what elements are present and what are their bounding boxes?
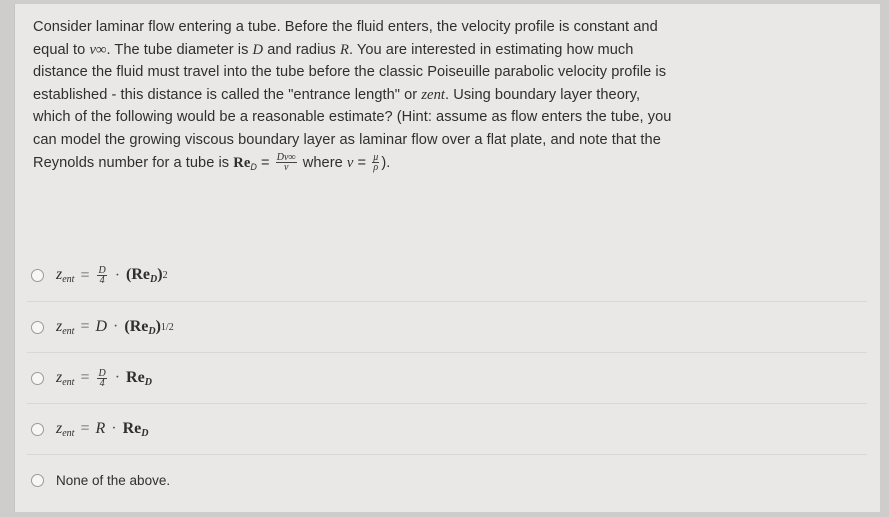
eq-Re: Re xyxy=(126,368,145,386)
fraction-denominator: 4 xyxy=(99,275,105,286)
option-d-equation xyxy=(56,420,148,439)
option-c-equation xyxy=(56,369,152,388)
eq-paren: ) xyxy=(155,317,161,335)
dot-operator: · xyxy=(114,266,121,284)
question-card xyxy=(14,4,880,512)
radio-button-e[interactable] xyxy=(31,474,44,487)
equals-sign: = xyxy=(80,266,90,284)
eq-exponent: 2 xyxy=(162,270,168,281)
option-d[interactable] xyxy=(27,403,867,454)
eq-lhs xyxy=(56,420,74,439)
fraction-numerator: D xyxy=(98,265,106,276)
option-b[interactable] xyxy=(27,301,867,352)
fraction-denominator: ν xyxy=(283,162,289,174)
eq-paren: ) xyxy=(157,266,163,283)
equals-sign: = xyxy=(80,318,90,335)
eq-z-sub: ent xyxy=(62,325,75,337)
fraction-Dv-over-nu xyxy=(276,153,297,172)
eq-Re: Re xyxy=(122,419,142,437)
eq-rhs xyxy=(123,420,149,439)
dot-operator: · xyxy=(114,369,121,386)
text-segment: established - this distance is called the "entrance length" or xyxy=(33,86,422,103)
eq-Re-sub: D xyxy=(141,427,149,439)
option-b-equation xyxy=(56,318,174,337)
dot-operator: · xyxy=(111,420,117,437)
question-line-2 xyxy=(33,39,863,62)
math-R: R xyxy=(340,41,349,58)
text-segment: = xyxy=(256,154,274,171)
math-Re: Re xyxy=(233,154,251,171)
option-e-label: None of the above. xyxy=(56,472,171,488)
eq-Re-sub: D xyxy=(150,274,158,285)
eq-lhs xyxy=(56,369,74,388)
text-segment: . Using boundary layer theory, xyxy=(445,86,641,103)
answer-options xyxy=(27,250,867,505)
text-segment: equal to xyxy=(33,41,90,58)
fraction-numerator: Dv∞ xyxy=(276,152,296,164)
eq-z: z xyxy=(56,317,63,335)
text-segment: . You are interested in estimating how much xyxy=(348,41,634,58)
question-line-3: distance the fluid must travel into the tube before the classic Poiseuille parabolic velocity profile is xyxy=(33,64,667,81)
fraction-numerator: μ xyxy=(373,152,379,164)
math-D: D xyxy=(252,41,264,58)
fraction-denominator: 4 xyxy=(99,377,105,389)
math-nu: ν xyxy=(346,154,354,171)
question-line-4 xyxy=(33,84,863,107)
fraction-D-over-4 xyxy=(97,369,106,388)
radio-button-a[interactable] xyxy=(31,269,44,282)
fraction-mu-over-rho xyxy=(372,153,379,172)
eq-z-sub: ent xyxy=(62,427,75,439)
option-a[interactable] xyxy=(27,250,867,301)
eq-rhs xyxy=(126,266,163,285)
radio-button-d[interactable] xyxy=(31,423,44,436)
option-a-equation xyxy=(56,266,168,285)
question-line-1: Consider laminar flow entering a tube. Before the fluid enters, the velocity profile is constant and xyxy=(33,19,658,35)
question-line-6: can model the growing viscous boundary layer as laminar flow over a flat plate, and note that the xyxy=(33,131,661,148)
eq-exponent: 1/2 xyxy=(160,321,174,333)
dot-operator: · xyxy=(113,318,119,335)
eq-z-sub: ent xyxy=(62,376,75,388)
eq-z: z xyxy=(56,419,63,437)
math-z-ent: zent xyxy=(421,86,446,103)
equals-sign: = xyxy=(80,369,90,386)
question-line-5: which of the following would be a reasonable estimate? (Hint: assume as flow enters the tube, you xyxy=(33,109,672,126)
text-segment: Reynolds number for a tube is xyxy=(33,154,234,171)
eq-z: z xyxy=(56,266,63,283)
text-segment: ). xyxy=(381,154,391,171)
eq-rhs xyxy=(124,318,161,337)
text-segment: . The tube diameter is xyxy=(106,41,253,58)
text-segment: where xyxy=(298,154,347,171)
math-Re-subscript: D xyxy=(250,161,257,172)
question-text xyxy=(33,16,863,178)
eq-Re: (Re xyxy=(126,266,151,283)
text-segment: and radius xyxy=(263,41,340,58)
eq-coefficient: D xyxy=(95,318,108,335)
text-segment: = xyxy=(353,154,371,171)
equals-sign: = xyxy=(80,420,90,437)
eq-z-sub: ent xyxy=(62,274,75,285)
eq-z: z xyxy=(56,368,63,386)
fraction-numerator: D xyxy=(98,367,106,379)
question-line-7 xyxy=(33,152,863,179)
eq-lhs xyxy=(56,318,74,337)
option-e[interactable] xyxy=(27,454,867,505)
option-c[interactable] xyxy=(27,352,867,403)
radio-button-c[interactable] xyxy=(31,372,44,385)
eq-coefficient: R xyxy=(95,420,106,437)
fraction-D-over-4 xyxy=(97,266,106,285)
eq-lhs xyxy=(56,266,74,285)
fraction-denominator: ρ xyxy=(373,162,379,174)
eq-Re-sub: D xyxy=(144,376,152,388)
math-v-infinity: v∞ xyxy=(89,41,107,58)
eq-Re-sub: D xyxy=(148,325,156,337)
eq-rhs xyxy=(126,369,152,388)
eq-Re: (Re xyxy=(124,317,149,335)
radio-button-b[interactable] xyxy=(31,321,44,334)
